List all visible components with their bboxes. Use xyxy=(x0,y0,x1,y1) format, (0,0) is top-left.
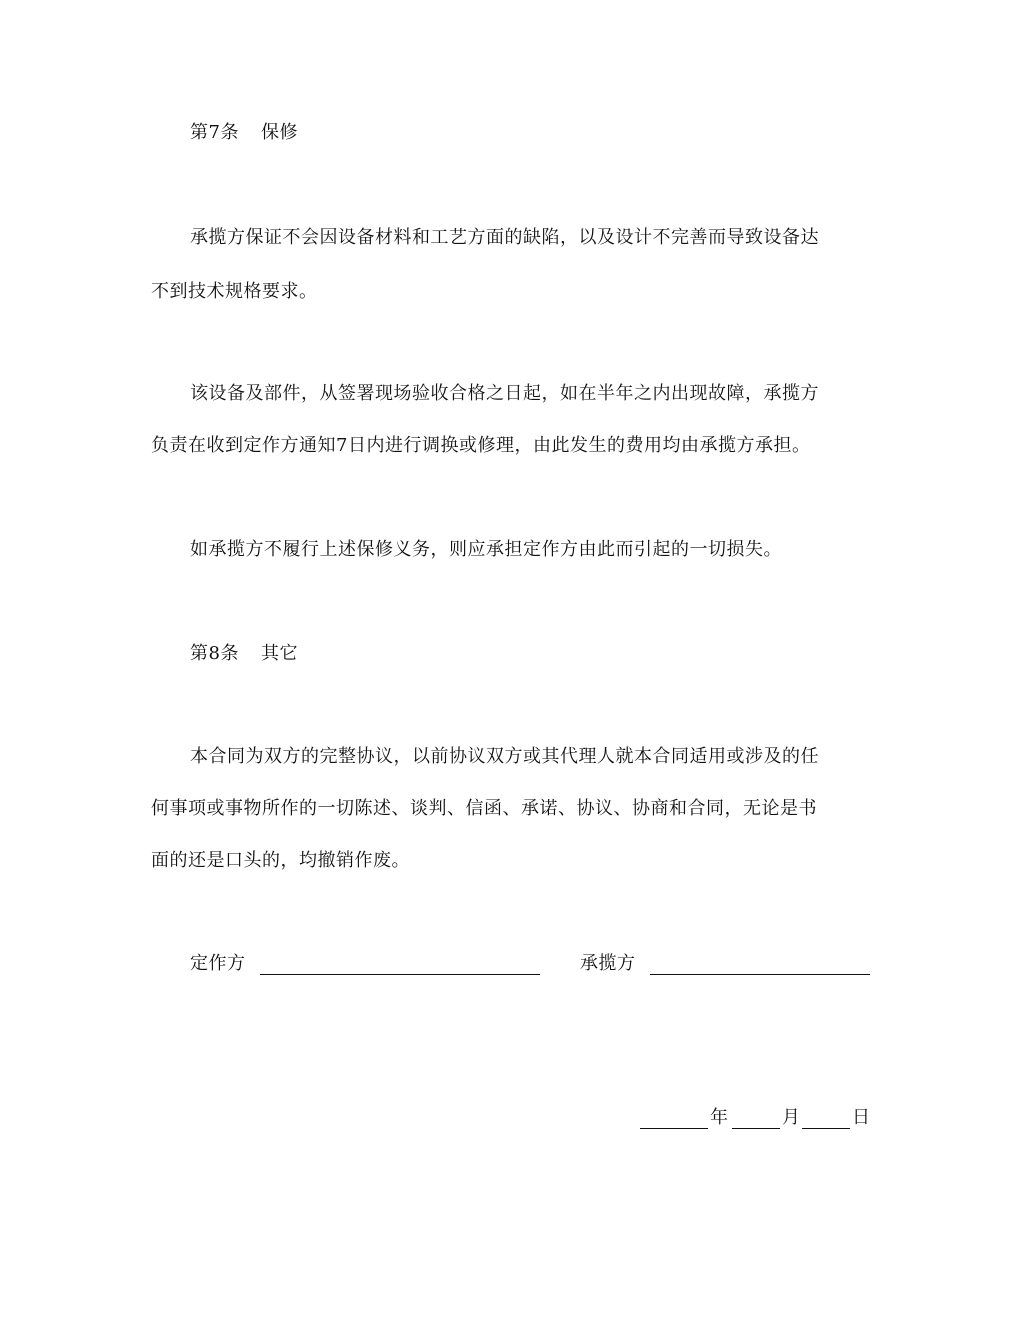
signature-row xyxy=(190,952,870,980)
party-b-label: 承揽方 xyxy=(580,953,636,974)
party-a-signature-line[interactable] xyxy=(260,974,540,975)
month-label: 月 xyxy=(782,1107,800,1128)
paragraph-4-line-1: 本合同为双方的完整协议，以前协议双方或其代理人就本合同适用或涉及的任 xyxy=(190,746,819,767)
paragraph-4-line-2: 何事项或事物所作的一切陈述、谈判、信函、承诺、协议、协商和合同，无论是书 xyxy=(151,798,817,819)
section-7-number: 第7条 xyxy=(190,122,239,143)
section-8-title: 其它 xyxy=(260,643,298,664)
year-blank[interactable] xyxy=(640,1128,708,1129)
day-label: 日 xyxy=(852,1107,870,1128)
party-a-label: 定作方 xyxy=(190,953,246,974)
paragraph-1-line-2: 不到技术规格要求。 xyxy=(151,281,318,302)
month-blank[interactable] xyxy=(732,1128,780,1129)
paragraph-2-line-1: 该设备及部件，从签署现场验收合格之日起，如在半年之内出现故障，承揽方 xyxy=(190,383,819,404)
date-row xyxy=(640,1106,872,1134)
day-blank[interactable] xyxy=(802,1128,850,1129)
paragraph-3-line-1: 如承揽方不履行上述保修义务，则应承担定作方由此而引起的一切损失。 xyxy=(190,539,782,560)
section-7-title: 保修 xyxy=(260,122,298,143)
year-label: 年 xyxy=(710,1107,728,1128)
section-8-heading xyxy=(190,642,298,666)
paragraph-1-line-1: 承揽方保证不会因设备材料和工艺方面的缺陷，以及设计不完善而导致设备达 xyxy=(190,227,819,248)
section-7-heading xyxy=(190,121,298,145)
section-8-number: 第8条 xyxy=(190,643,239,664)
paragraph-2-line-2: 负责在收到定作方通知7日内进行调换或修理，由此发生的费用均由承揽方承担。 xyxy=(151,435,811,456)
paragraph-4-line-3: 面的还是口头的，均撤销作废。 xyxy=(151,850,410,871)
party-b-signature-line[interactable] xyxy=(650,974,870,975)
